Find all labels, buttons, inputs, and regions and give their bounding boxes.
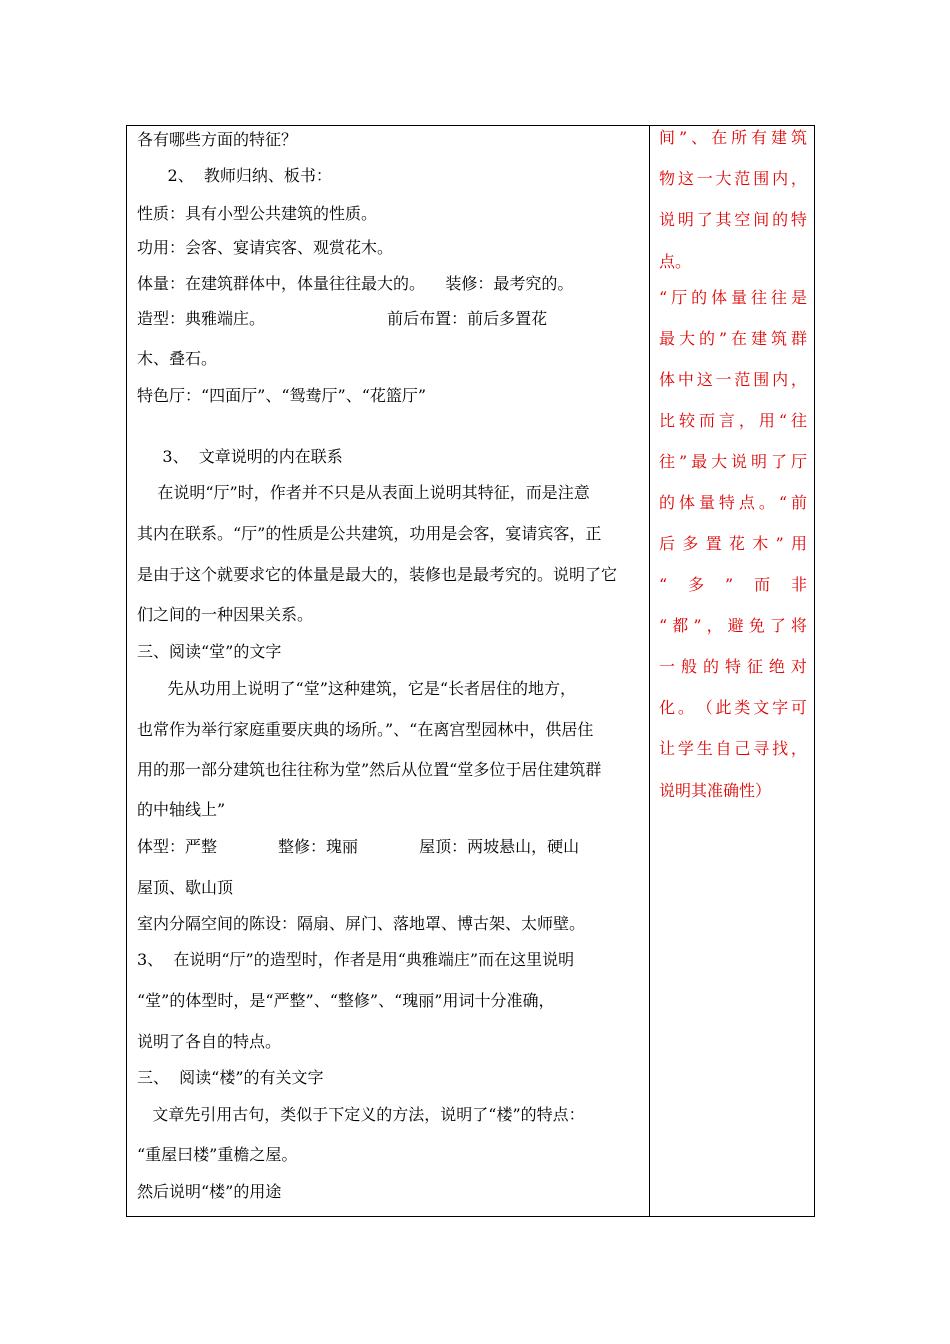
main-line: 文章先引用古句，类似于下定义的方法，说明了“楼”的特点： xyxy=(137,1105,585,1124)
side-line: 化 。 （ 此 类 文 字 可 xyxy=(659,698,807,717)
main-line: 先从功用上说明了“堂”这种建筑，它是“长者居住的地方， xyxy=(137,679,577,698)
side-line: 最 大 的 ” 在 建 筑 群 xyxy=(659,329,807,348)
main-line: 功用：会客、宴请宾客、观赏花木。 xyxy=(137,238,394,257)
main-line: 各有哪些方面的特征？ xyxy=(137,130,298,149)
side-line: 后 多 置 花 木 ” 用 xyxy=(659,534,807,553)
main-line: 说明了各自的特点。 xyxy=(137,1032,282,1051)
main-line: 也常作为举行家庭重要庆典的场所。”、“在离宫型园林中，供居住 xyxy=(137,720,594,739)
main-line: “堂”的体型时，是“严整”、“整修”、“瑰丽”用词十分准确， xyxy=(137,991,555,1010)
main-line: 用的那一部分建筑也往往称为堂”然后从位置“堂多位于居住建筑群 xyxy=(137,760,602,779)
side-line: “ 都 ” ， 避 免 了 将 xyxy=(659,616,807,635)
main-line: 体量：在建筑群体中，体量往往最大的。 装修：最考究的。 xyxy=(137,274,574,293)
side-line: 的 体 量 特 点 。 “ 前 xyxy=(659,493,807,512)
main-line: 是由于这个就要求它的体量是最大的，装修也是最考究的。说明了它 xyxy=(137,565,618,584)
main-line: 木、叠石。 xyxy=(137,349,218,368)
side-line: 比 较 而 言 ， 用 “ 往 xyxy=(659,411,807,430)
main-line: 2、 教师归纳、板书： xyxy=(137,166,332,185)
side-line: 体 中 这 一 范 围 内 ， xyxy=(659,370,807,389)
side-line: 往 ” 最 大 说 明 了 厅 xyxy=(659,452,807,471)
main-line: 然后说明“楼”的用途 xyxy=(137,1182,282,1201)
side-line: “ 厅 的 体 量 往 往 是 xyxy=(659,288,807,307)
main-line: 三、阅读“堂”的文字 xyxy=(137,642,282,661)
main-line: 性质：具有小型公共建筑的性质。 xyxy=(137,204,378,223)
side-line: “ 多 ” 而 非 xyxy=(659,575,807,594)
main-line: 三、 阅读“楼”的有关文字 xyxy=(137,1068,324,1087)
side-line: 说 明 了 其 空 间 的 特 xyxy=(659,210,807,229)
main-line: 其内在联系。“厅”的性质是公共建筑，功用是会客，宴请宾客，正 xyxy=(137,524,602,543)
main-line: 在说明“厅”时，作者并不只是从表面上说明其特征，而是注意 xyxy=(137,483,590,502)
main-line: 屋顶、歇山顶 xyxy=(137,878,234,897)
main-line: 体型：严整 整修：瑰丽 屋顶：两坡悬山，硬山 xyxy=(137,837,580,856)
side-line: 说明其准确性） xyxy=(659,781,772,800)
main-line: 3、 文章说明的内在联系 xyxy=(137,447,343,466)
main-line: “重屋曰楼”重檐之屋。 xyxy=(137,1145,298,1164)
side-line: 点。 xyxy=(659,252,692,271)
column-divider xyxy=(649,126,650,1216)
main-line: 的中轴线上” xyxy=(137,800,226,819)
main-line: 室内分隔空间的陈设：隔扇、屏门、落地罩、博古架、太师壁。 xyxy=(137,914,586,933)
side-line: 一 般 的 特 征 绝 对 xyxy=(659,657,807,676)
main-line: 造型：典雅端庄。 前后布置：前后多置花 xyxy=(137,309,548,328)
side-line: 物 这 一 大 范 围 内 ， xyxy=(659,169,807,188)
side-line: 让 学 生 自 己 寻 找 ， xyxy=(659,739,807,758)
main-line: 特色厅：“四面厅”、“鸳鸯厅”、“花篮厅” xyxy=(137,386,427,405)
main-line: 们之间的一种因果关系。 xyxy=(137,605,314,624)
main-line: 3、 在说明“厅”的造型时，作者是用“典雅端庄”而在这里说明 xyxy=(137,950,575,969)
side-line: 间 ” 、 在 所 有 建 筑 xyxy=(659,128,807,147)
lesson-table xyxy=(126,125,815,1217)
